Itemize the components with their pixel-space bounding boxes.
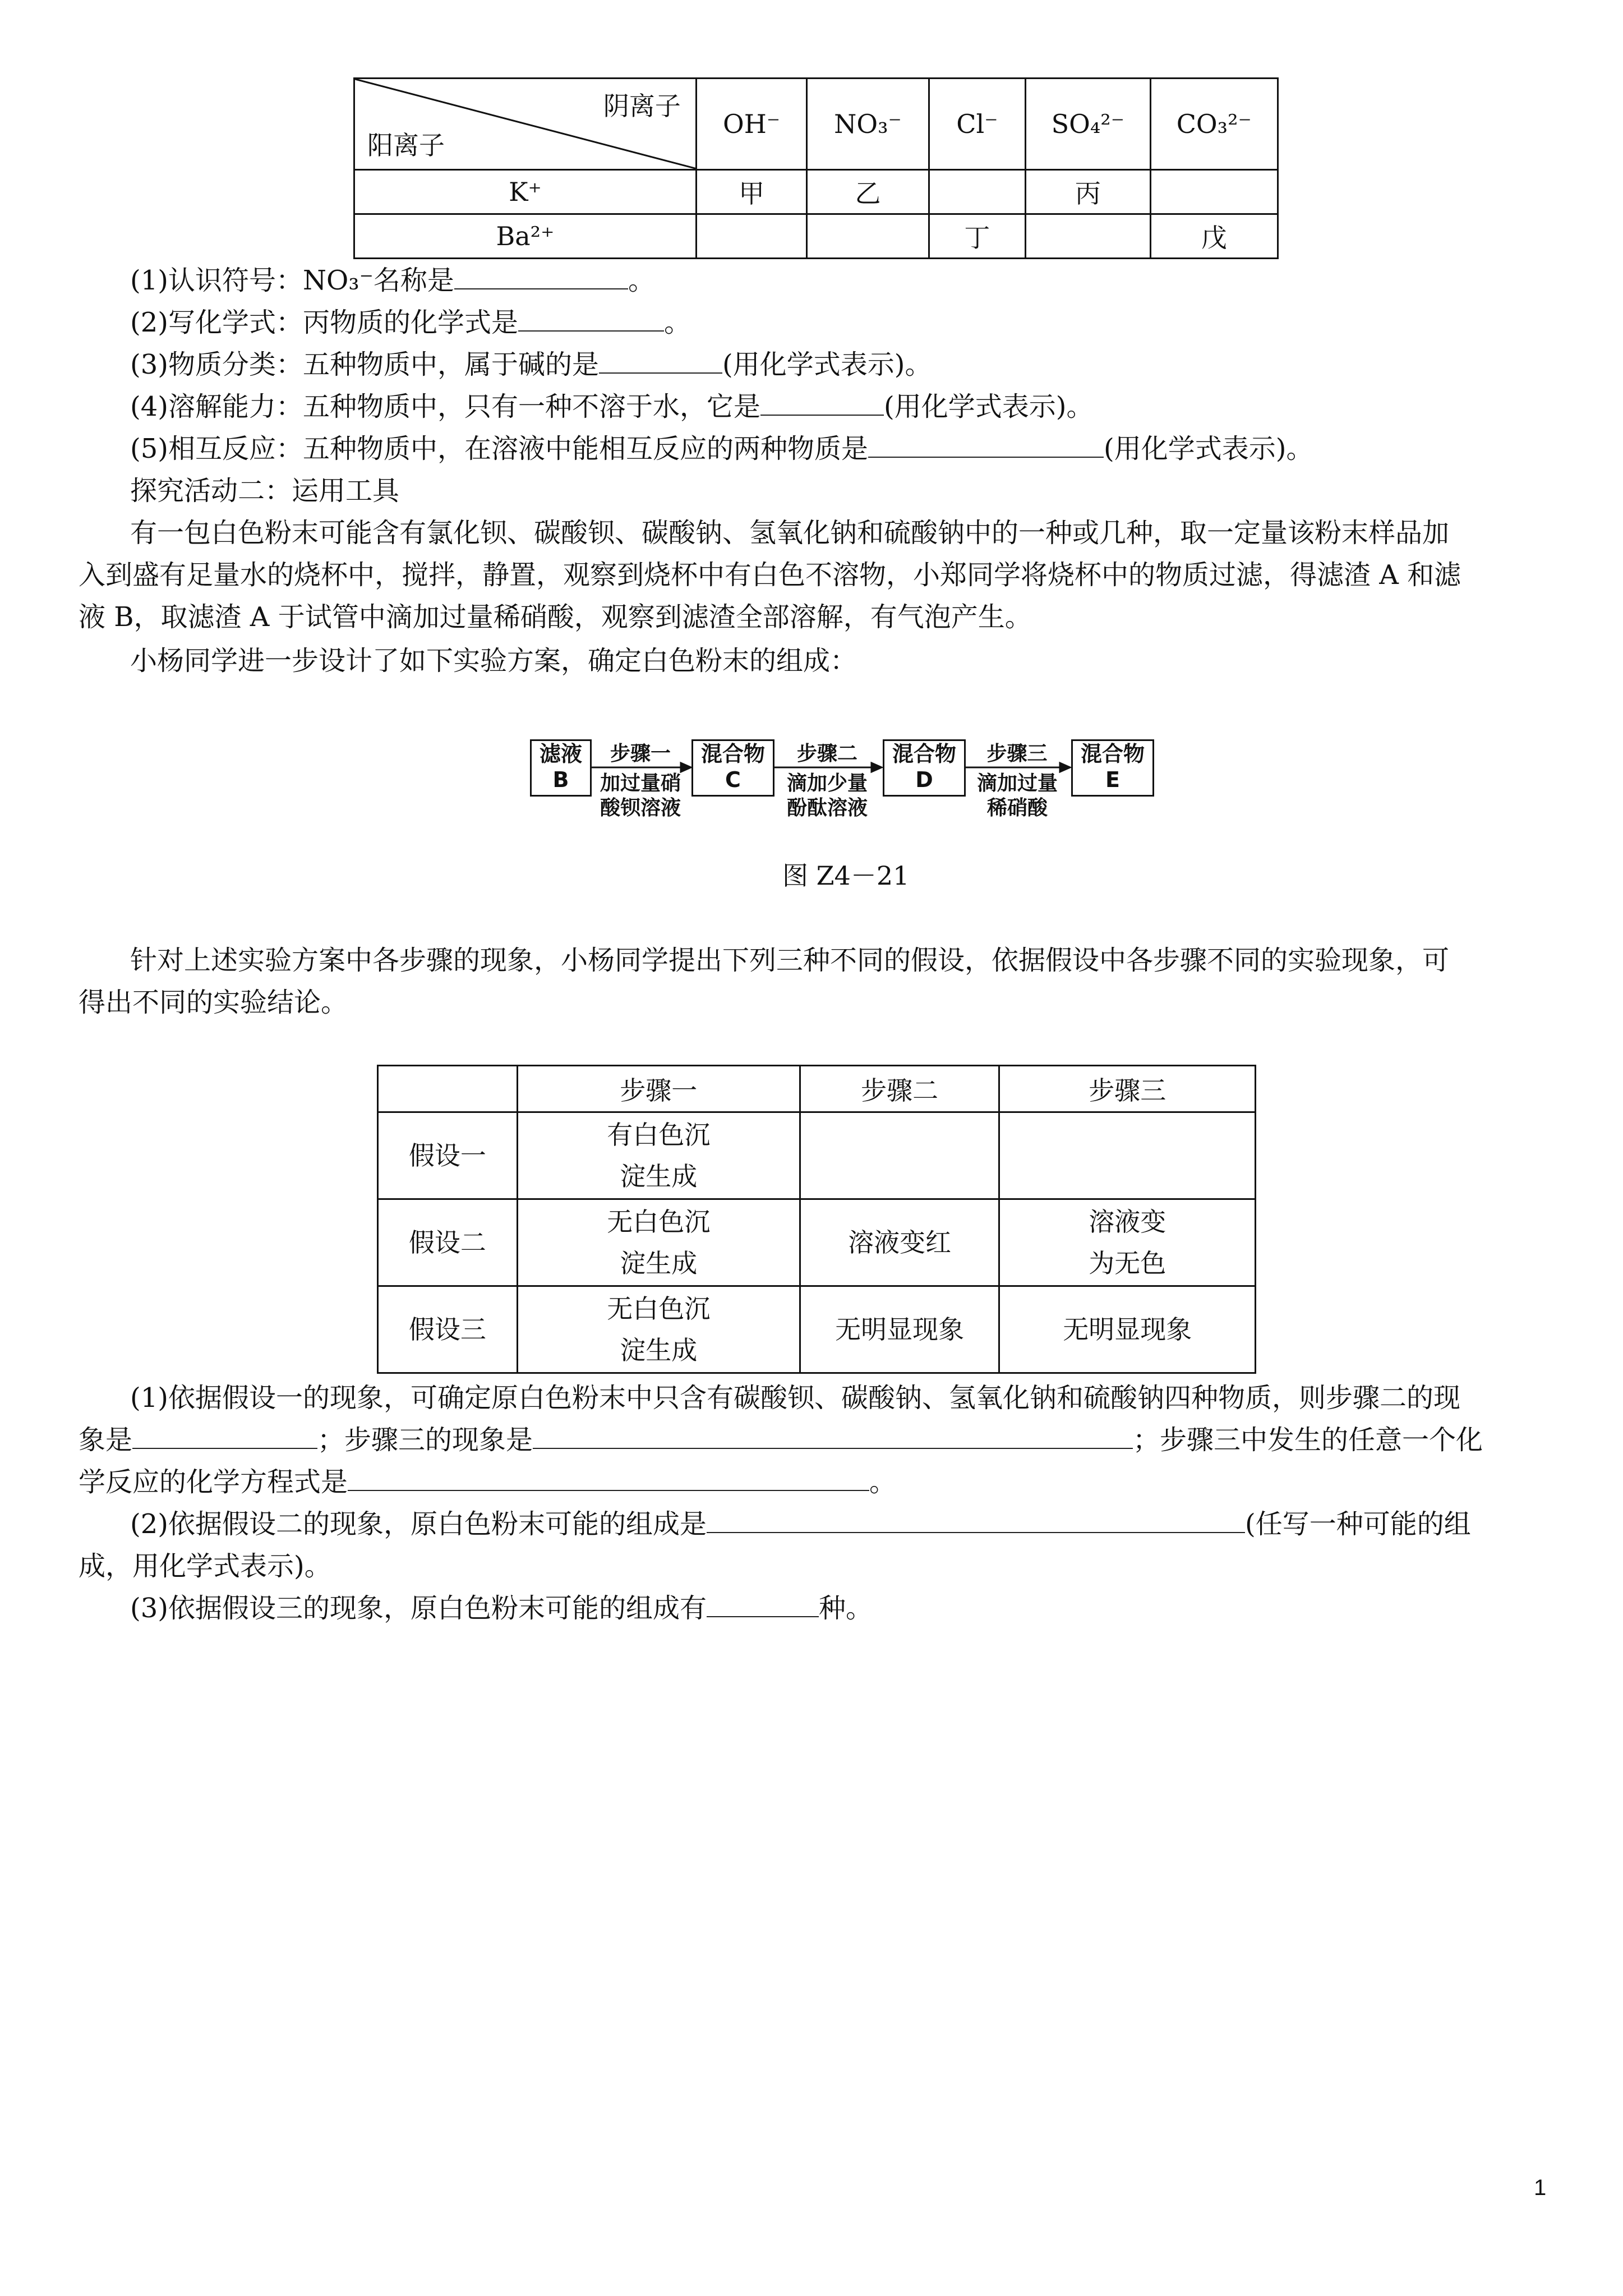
hypothesis-row: [378, 1112, 1256, 1199]
question-text: (3)依据假设三的现象，原白色粉末可能的组成有: [130, 1593, 707, 1624]
flow-box-label: 混合物: [892, 742, 956, 766]
hypothesis-table-header: 步骤三: [999, 1066, 1256, 1112]
cell-line: 溶液变红: [848, 1227, 952, 1258]
hypothesis-row: [378, 1286, 1256, 1373]
question-text: 。: [869, 1466, 897, 1498]
question-text: (4)溶解能力：五种物质中，只有一种不溶于水，它是: [130, 391, 760, 422]
page-number: 1: [1534, 2175, 1547, 2200]
q3-line: [130, 1591, 873, 1625]
figure-caption: 图 Z4－21: [782, 861, 910, 891]
step-1-reagent: 加过量硝: [600, 772, 681, 795]
question-text: (用化学式表示)。: [884, 391, 1094, 422]
flow-box-label: C: [725, 767, 741, 792]
step-3-reagent: 稀硝酸: [986, 797, 1048, 820]
intro-line: 入到盛有足量水的烧杯中，搅拌，静置，观察到烧杯中有白色不溶物，小郑同学将烧杯中的物质过滤，得滤渣 A 和滤: [79, 559, 1461, 591]
hypothesis-cell: [517, 1286, 800, 1373]
anion-header: OH⁻: [696, 79, 806, 170]
cation-label: Ba²⁺: [354, 214, 697, 259]
question-text: (5)相互反应：五种物质中，在溶液中能相互反应的两种物质是: [130, 433, 868, 464]
question-text: ；步骤三的现象是: [317, 1424, 533, 1456]
cell-line: 无明显现象: [1063, 1314, 1192, 1345]
question-text: (用化学式表示)。: [722, 349, 932, 380]
hypothesis-name: 假设一: [378, 1112, 518, 1199]
hypothesis-table: [377, 1065, 1256, 1374]
hypothesis-name: 假设三: [378, 1286, 518, 1373]
flow-box-label: D: [915, 767, 933, 792]
ion-table-cell: 丙: [1026, 170, 1150, 214]
step-3-label: 步骤三: [986, 742, 1048, 765]
cell-line: 淀生成: [620, 1161, 698, 1191]
hypothesis-cell: [800, 1286, 999, 1373]
anion-corner-label: 阴离子: [603, 91, 681, 121]
question-text: (1)认识符号：NO₃⁻名称是: [130, 265, 454, 296]
answer-blank[interactable]: [348, 1490, 869, 1491]
hypothesis-cell: [800, 1199, 999, 1286]
flow-box-label: 混合物: [1080, 742, 1145, 766]
hypothesis-name: 假设二: [378, 1199, 518, 1286]
hypothesis-cell: [999, 1286, 1256, 1373]
step-3-reagent: 滴加过量: [976, 772, 1058, 795]
hypothesis-table-header: [378, 1066, 518, 1112]
question-text: (任写一种可能的组: [1245, 1508, 1471, 1540]
ion-table-cell: 丁: [929, 214, 1025, 259]
q1-line: [79, 1423, 1483, 1457]
hypothesis-cell: [999, 1199, 1256, 1286]
flow-box-label: E: [1105, 767, 1120, 792]
answer-blank[interactable]: [707, 1532, 1245, 1533]
question-text: 。: [664, 307, 691, 338]
hypothesis-intro-line: 针对上述实验方案中各步骤的现象，小杨同学提出下列三种不同的假设，依据假设中各步骤不同的实验现象，可: [130, 945, 1450, 976]
question-text: (2)依据假设二的现象，原白色粉末可能的组成是: [130, 1508, 707, 1540]
q1-line: (1)依据假设一的现象，可确定原白色粉末中只含有碳酸钡、碳酸钠、氢氧化钠和硫酸钠四种物质，则步骤二的现: [130, 1382, 1460, 1414]
activity-2-title: 探究活动二：运用工具: [130, 475, 400, 507]
question-text: (用化学式表示)。: [1104, 433, 1313, 464]
question-text: 学反应的化学方程式是: [79, 1466, 348, 1498]
cell-line: 淀生成: [620, 1248, 698, 1278]
cell-line: 无明显现象: [835, 1314, 965, 1345]
question-text: 种。: [819, 1593, 873, 1624]
cell-line: 有白色沉: [607, 1120, 711, 1150]
anion-header: CO₃²⁻: [1150, 79, 1278, 170]
cell-line: 无白色沉: [607, 1207, 711, 1237]
q2-line: [130, 1507, 1471, 1541]
cell-line: 淀生成: [620, 1335, 698, 1365]
step-1-reagent: 酸钡溶液: [600, 797, 681, 820]
ion-table-cell: 乙: [807, 170, 929, 214]
question-text: 。: [628, 265, 655, 296]
flow-box-label: 混合物: [700, 742, 765, 766]
anion-header: Cl⁻: [929, 79, 1025, 170]
step-2-label: 步骤二: [796, 742, 857, 765]
ion-table-cell: 甲: [696, 170, 806, 214]
anion-header: NO₃⁻: [807, 79, 929, 170]
anion-header: SO₄²⁻: [1026, 79, 1150, 170]
hypothesis-intro-line: 得出不同的实验结论。: [79, 987, 348, 1018]
hypothesis-cell: [800, 1112, 999, 1199]
question-text: ；步骤三中发生的任意一个化: [1133, 1424, 1483, 1456]
cation-label: K⁺: [354, 170, 697, 214]
plan-line: 小杨同学进一步设计了如下实验方案，确定白色粉末的组成：: [130, 645, 857, 677]
flow-arrows-icon: [0, 0, 1623, 841]
hypothesis-cell: [517, 1199, 800, 1286]
step-2-reagent: 酚酞溶液: [786, 797, 868, 820]
intro-line: 液 B，取滤渣 A 于试管中滴加过量稀硝酸，观察到滤渣全部溶解，有气泡产生。: [79, 601, 1032, 633]
step-2-reagent: 滴加少量: [786, 772, 868, 795]
hypothesis-table-header: 步骤一: [517, 1066, 800, 1112]
step-1-label: 步骤一: [610, 742, 671, 765]
cell-line: 为无色: [1089, 1248, 1166, 1278]
question-text: (3)物质分类：五种物质中，属于碱的是: [130, 349, 599, 380]
hypothesis-cell: [517, 1112, 800, 1199]
question-text: 象是: [79, 1424, 133, 1456]
hypothesis-cell: [999, 1112, 1256, 1199]
q1-line: [79, 1465, 896, 1499]
cell-line: 溶液变: [1089, 1207, 1166, 1237]
answer-blank[interactable]: [132, 1448, 317, 1449]
ion-table-cell: 戊: [1150, 214, 1278, 259]
hypothesis-table-header-row: [378, 1066, 1256, 1112]
cation-corner-label: 阳离子: [367, 130, 445, 160]
hypothesis-table-header: 步骤二: [800, 1066, 999, 1112]
cell-line: 无白色沉: [607, 1294, 711, 1324]
intro-line: 有一包白色粉末可能含有氯化钡、碳酸钡、碳酸钠、氢氧化钠和硫酸钠中的一种或几种，取一定量该粉末样品加: [130, 517, 1450, 549]
flow-box-label: B: [552, 767, 569, 792]
answer-blank[interactable]: [533, 1448, 1133, 1449]
q2-line: 成，用化学式表示)。: [79, 1550, 331, 1582]
flow-box-label: 滤液: [539, 742, 582, 766]
hypothesis-row: [378, 1199, 1256, 1286]
answer-blank[interactable]: [707, 1616, 819, 1617]
question-text: (2)写化学式：丙物质的化学式是: [130, 307, 518, 338]
